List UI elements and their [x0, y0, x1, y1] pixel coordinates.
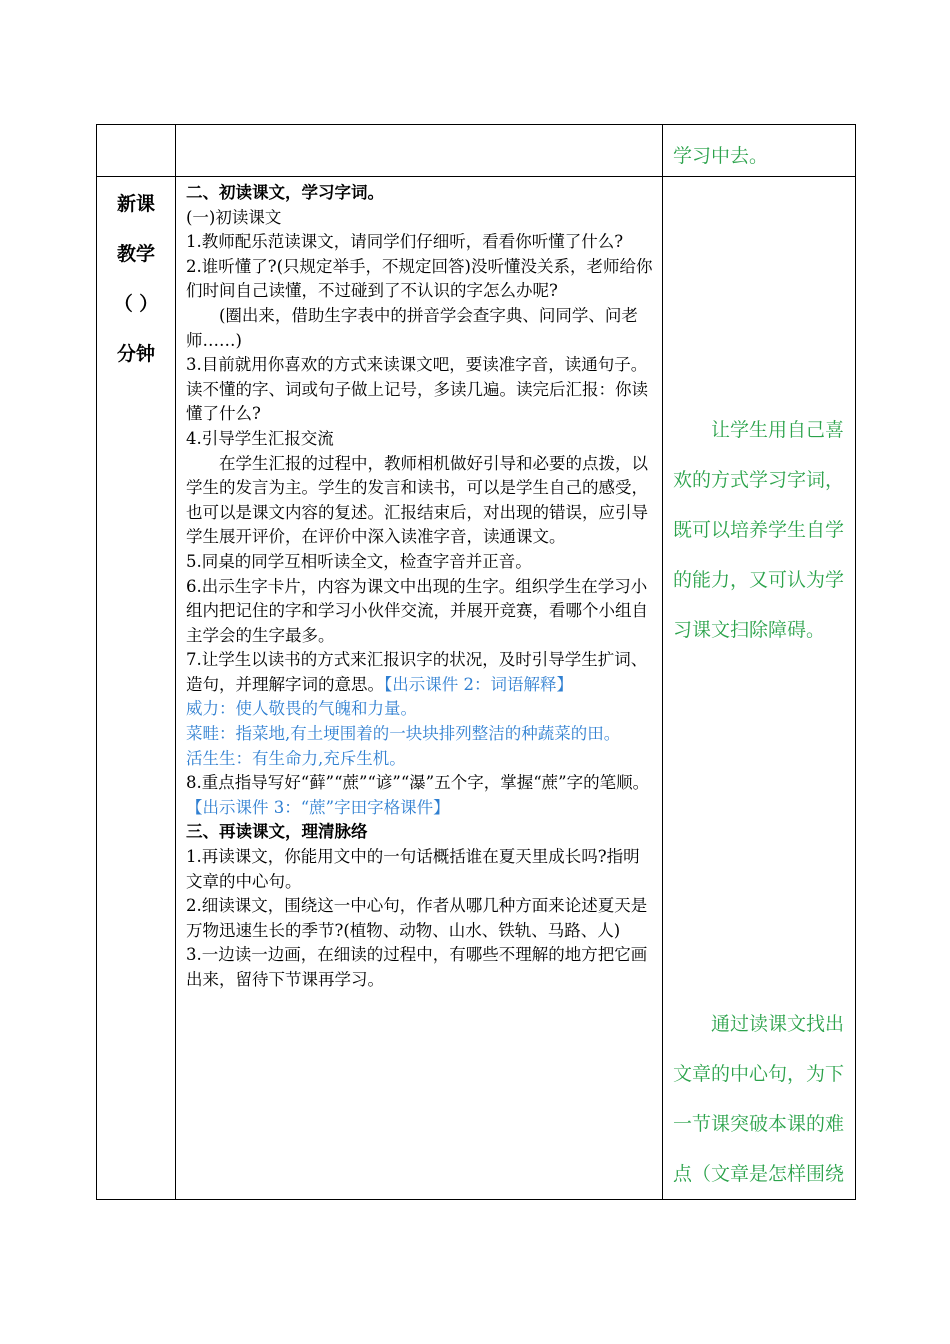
- subsection-heading: (一)初读课文: [186, 207, 282, 227]
- section-heading: 三、再读课文，理清脉络: [186, 822, 368, 842]
- side-cell-empty: [97, 125, 176, 177]
- section-label-line: 新课: [116, 193, 155, 215]
- paragraph: [186, 771, 656, 820]
- paragraph: 3.一边读一边画，在细读的过程中，有哪些不理解的地方把它画出来，留待下节课再学习。: [186, 945, 648, 989]
- section-label-line: （ ）: [113, 293, 159, 315]
- paragraph: 6.出示生字卡片，内容为课文中出现的生字。组织学生在学习小组内把记住的字和学习小伙伴交流，并展开竞赛，看哪个小组自主学会的生字最多。: [186, 576, 648, 645]
- paragraph: 在学生汇报的过程中，教师相机做好引导和必要的点拨，以学生的发言为主。学生的发言和读书，可以是学生自己的感受，也可以是课文内容的复述。汇报结束后，对出现的错误，应引导学生展开评价，在评价中深入读准字音，读通课文。: [186, 453, 648, 547]
- table-row: [97, 125, 856, 177]
- word-definition: 威力：使人敬畏的气魄和力量。: [186, 699, 417, 719]
- paragraph: [186, 648, 656, 697]
- section-label-line: 教学: [116, 243, 155, 265]
- paragraph: 1.再读课文，你能用文中的一句话概括谁在夏天里成长吗?指明文章的中心句。: [186, 847, 640, 891]
- paragraph: 1.教师配乐范读课文，请同学们仔细听，看看你听懂了什么?: [186, 232, 624, 252]
- paragraph: 2.谁听懂了?(只规定举手，不规定回答)没听懂没关系，老师给你们时间自己读懂，不过碰到了不认识的字怎么办呢?: [186, 256, 653, 301]
- content-cell-empty: [176, 125, 663, 177]
- design-note: [663, 405, 855, 655]
- paragraph: (圈出来，借助生字表中的拼音学会查字典、问同学、问老师……): [186, 305, 638, 350]
- word-definition: 菜畦：指菜地,有土埂围着的一块块排列整洁的种蔬菜的田。: [186, 724, 621, 744]
- lesson-content: [176, 177, 662, 993]
- section-label-line: 分钟: [116, 343, 155, 365]
- content-cell: [176, 177, 663, 1200]
- design-note-text: 通过读课文找出文章的中心句，为下一节课突破本课的难点（文章是怎样围绕: [673, 1013, 845, 1185]
- paragraph-text: 7.让学生以读书的方式来汇报识字的状况，及时引导学生扩词、造句，并理解字词的意思。: [186, 650, 648, 694]
- paragraph: 2.细读课文，围绕这一中心句，作者从哪几种方面来论述夏天是万物迅速生长的季节?(植物、动物、山水、铁轨、马路、人): [186, 896, 648, 940]
- note-continuation: 学习中去。: [673, 145, 769, 167]
- lesson-plan-table: [96, 124, 856, 1200]
- table-row: [97, 177, 856, 1200]
- courseware-callout: 【出示课件 2：词语解释】: [384, 674, 573, 694]
- paragraph: 4.引导学生汇报交流: [186, 428, 334, 448]
- section-heading: 二、初读课文，学习字词。: [186, 183, 384, 202]
- note-cell-top: [663, 125, 856, 177]
- design-note-text: 让学生用自己喜欢的方式学习字词，既可以培养学生自学的能力，又可认为学习课文扫除障碍。: [673, 419, 845, 641]
- paragraph: 3.目前就用你喜欢的方式来读课文吧，要读准字音，读通句子。读不懂的字、词或句子做上记号，多读几遍。读完后汇报：你读懂了什么?: [186, 355, 648, 424]
- design-note: [663, 999, 855, 1199]
- side-cell: [97, 177, 176, 1200]
- word-definition: 活生生：有生命力,充斥生机。: [186, 748, 406, 768]
- courseware-callout: 【出示课件 3：“蔗”字田字格课件】: [186, 797, 450, 817]
- section-label: [97, 177, 175, 391]
- note-cell: [663, 177, 856, 1200]
- paragraph-text: 8.重点指导写好“藓”“蔗”“谚”“瀑”五个字，掌握“蔗”字的笔顺。: [186, 773, 650, 793]
- paragraph: 5.同桌的同学互相听读全文，检查字音并正音。: [186, 551, 532, 571]
